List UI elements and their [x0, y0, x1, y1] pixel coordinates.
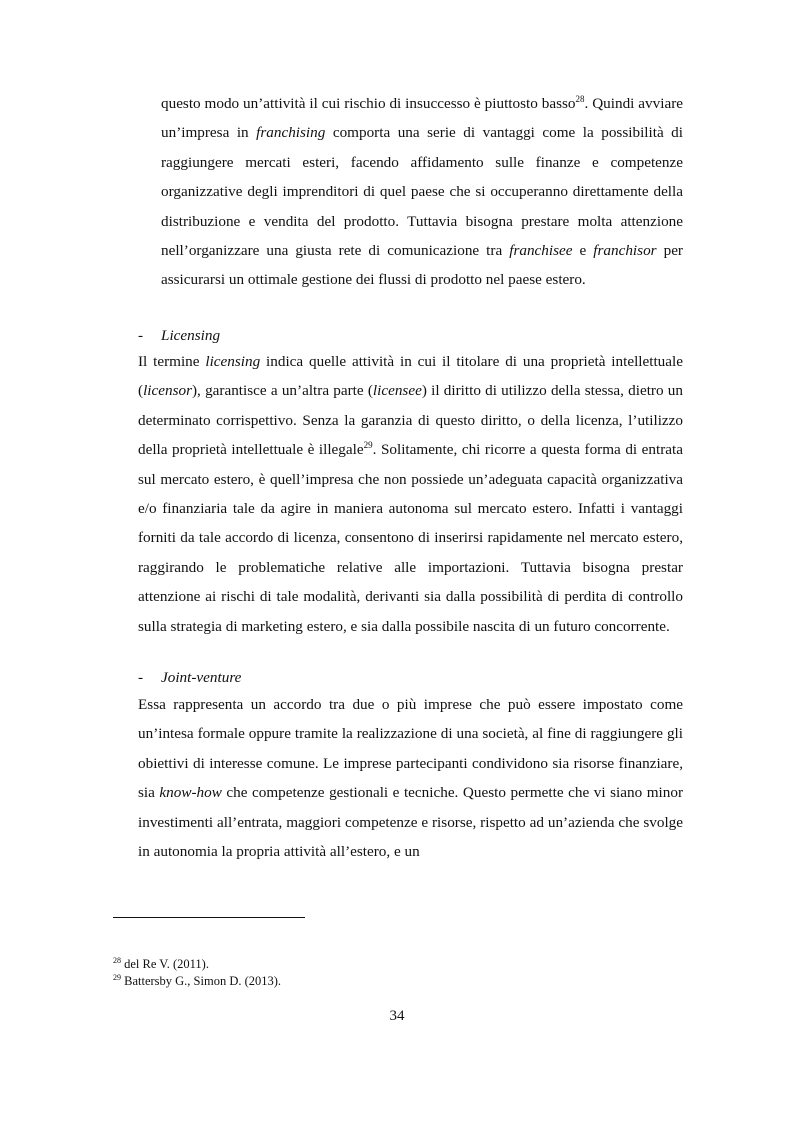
section-heading-licensing	[138, 326, 220, 346]
text: comporta una serie di vantaggi come la possibilità di raggiungere mercati esteri, facendo affidamento sulle finanze e competenze organizzative degli imprenditori di quel paese che si occuperanno direttamente della distribuzione e vendita del prodotto. Tuttavia bisogna prestare molta attenzione nell’organizzare una giusta rete di comunicazione tra	[161, 124, 683, 260]
paragraph-franchising	[161, 89, 683, 295]
text: . Quindi avviare un’impresa in	[161, 95, 683, 142]
text: questo modo un’attività il cui rischio di insuccesso è piuttosto basso	[161, 95, 576, 112]
footnote-separator	[113, 917, 305, 918]
page-number: 34	[389, 1008, 405, 1024]
text: e	[572, 242, 594, 260]
paragraph-joint-venture	[138, 690, 683, 866]
heading-text: Joint-venture	[161, 669, 242, 686]
text: ), garantisce a un’altra parte (	[192, 382, 373, 400]
italic-term: licensee	[372, 382, 422, 400]
text: Essa rappresenta un accordo tra due o più imprese che può essere impostato come un’intesa formale oppure tramite la realizzazione di una società, al fine di raggiungere gli obiettivi di interesse comune. Le imprese partecipanti condividono sia risorse finanziare, sia	[138, 696, 683, 802]
italic-term: franchisor	[593, 242, 657, 260]
italic-term: franchisee	[509, 242, 573, 260]
text: Il termine	[138, 353, 206, 370]
text: per assicurarsi un ottimale gestione dei flussi di prodotto nel paese estero.	[161, 242, 683, 289]
italic-term: know-how	[159, 784, 222, 802]
footnote-number: 29	[113, 972, 121, 982]
footnote-number: 28	[113, 955, 121, 965]
text: indica quelle attività in cui il titolare di una proprietà intellettuale (	[138, 353, 683, 400]
bullet-dash: -	[138, 327, 144, 344]
footnote-text: del Re V. (2011).	[121, 957, 209, 971]
heading-text: Licensing	[161, 327, 221, 344]
italic-term: licensor	[143, 382, 192, 400]
text: ) il diritto di utilizzo della stessa, dietro un determinato corrispettivo. Senza la garanzia di questo diritto, o della licenza, l’utilizzo della proprietà intellettuale è illegale	[138, 382, 683, 459]
italic-term: licensing	[205, 353, 261, 370]
text: . Solitamente, chi ricorre a questa forma di entrata sul mercato estero, è quell’impresa che non possiede un’adeguata capacità organizzativa e/o finanziaria tale da agire in maniera autonoma sul mercato estero. Infatti i vantaggi forniti da tale accordo di licenza, consentono di inserirsi rapidamente nel mercato estero, raggirando le problematiche relative alle importazioni. Tuttavia bisogna prestar attenzione ai rischi di tale modalità, derivanti sia dalla possibilità di perdita di controllo sulla strategia di marketing estero, e sia dalla possibile nascita di un futuro concorrente.	[138, 441, 683, 635]
footnote-29	[113, 973, 281, 989]
italic-term: franchising	[256, 124, 326, 142]
footnote-ref-29[interactable]: 29	[363, 440, 373, 451]
text: che competenze gestionali e tecniche. Questo permette che vi siano minor investimenti all’entrata, maggiori competenze e risorse, rispetto ad un’azienda che svolge in autonomia la propria attività all’estero, e un	[138, 784, 683, 861]
footnote-28	[113, 956, 209, 972]
section-heading-joint-venture	[138, 668, 241, 688]
footnote-ref-28[interactable]: 28	[575, 93, 585, 104]
paragraph-licensing	[138, 347, 683, 641]
footnote-text: Battersby G., Simon D. (2013).	[121, 974, 282, 988]
bullet-dash: -	[138, 669, 144, 686]
